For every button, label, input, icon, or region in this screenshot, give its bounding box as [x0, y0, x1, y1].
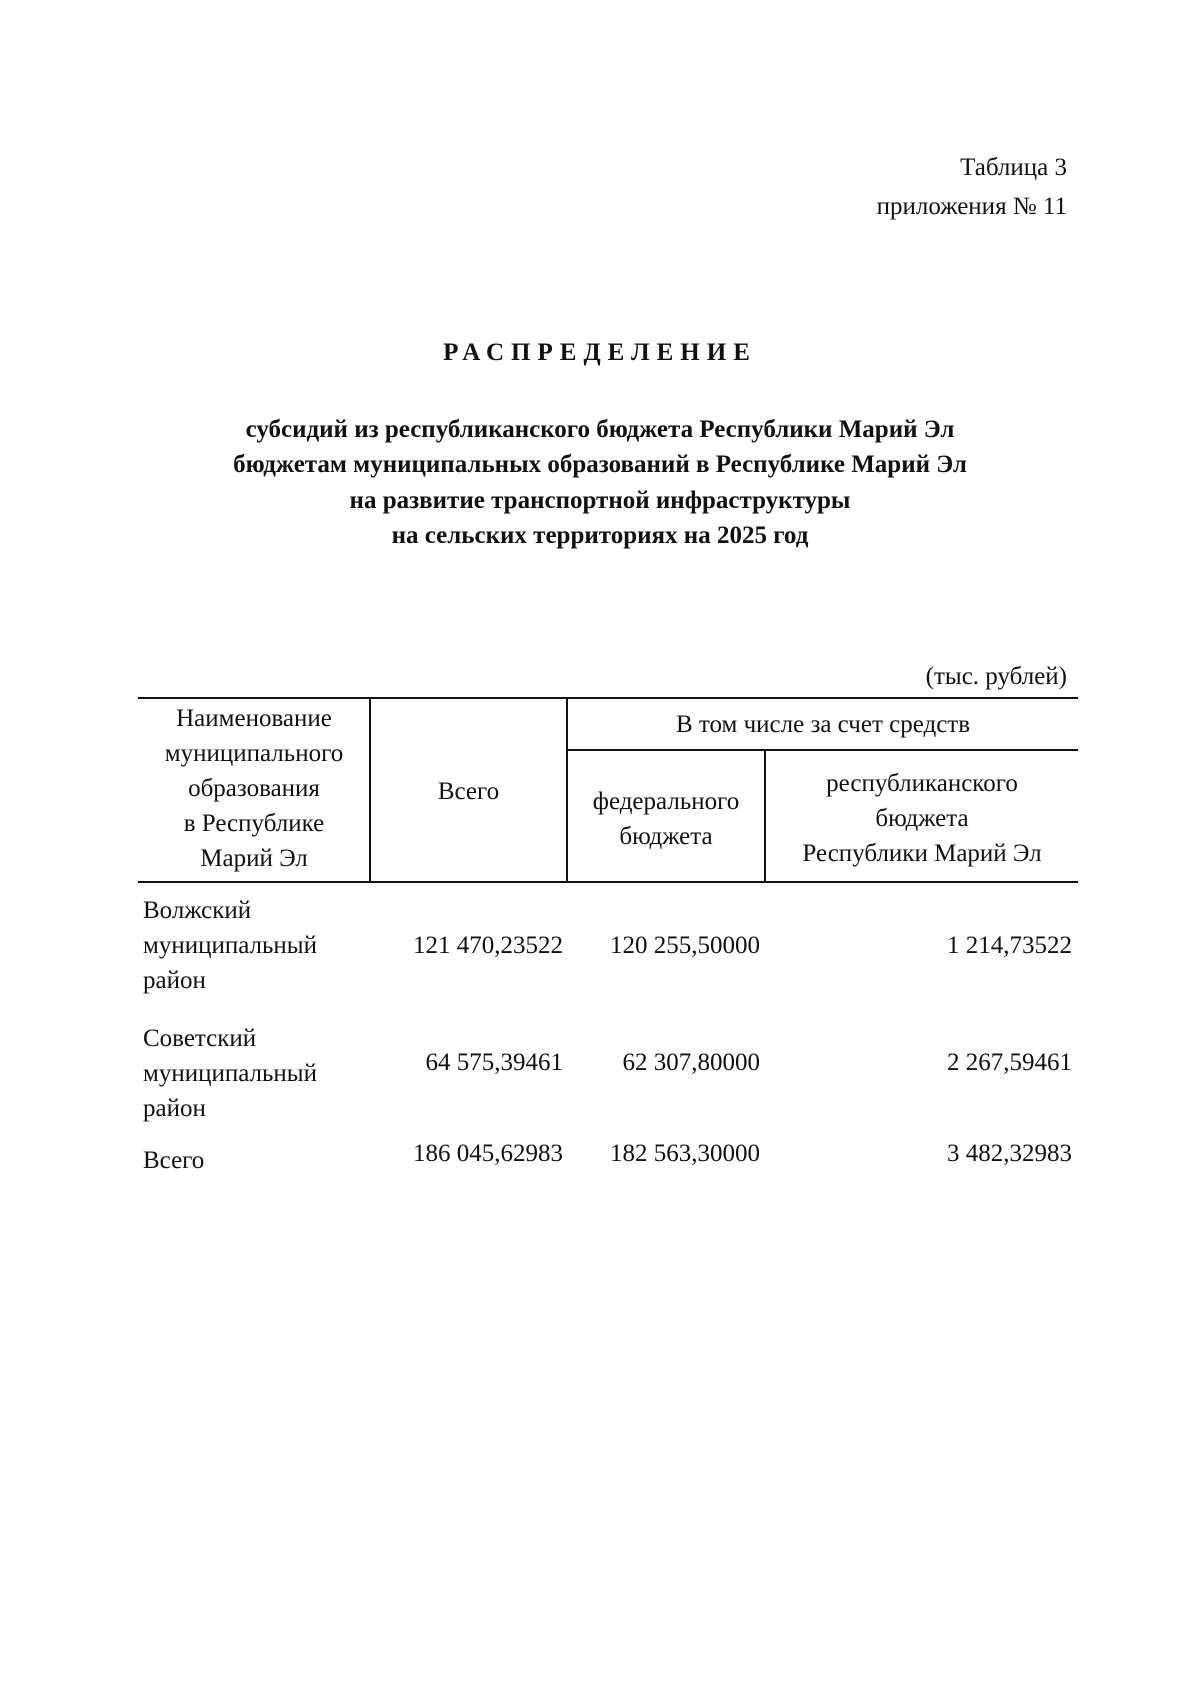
header-name-line: Наименование: [176, 705, 332, 732]
header-name-line: муниципального: [164, 740, 344, 767]
row-total: 186 045,62983: [413, 1140, 563, 1167]
row-name-line: Волжский: [143, 897, 252, 924]
header-subdivider: [567, 749, 1078, 751]
row-name-line: район: [143, 967, 206, 994]
header-total: Всего: [437, 778, 500, 805]
header-name-line: Марий Эл: [200, 845, 308, 872]
header-republic-line: Республики Марий Эл: [802, 840, 1042, 867]
row-name-line: Всего: [143, 1147, 205, 1174]
row-republic: 2 267,59461: [947, 1049, 1072, 1076]
header-federal-line: бюджета: [619, 823, 713, 850]
row-name-line: муниципальный: [143, 1060, 317, 1087]
header-republic-line: бюджета: [875, 805, 969, 832]
unit-label: (тыс. рублей): [925, 663, 1067, 690]
row-total: 64 575,39461: [425, 1049, 563, 1076]
header-republic-line: республиканского: [826, 770, 1018, 797]
row-federal: 182 563,30000: [610, 1140, 760, 1167]
subtitle-line: на сельских территориях на 2025 год: [391, 522, 809, 549]
row-federal: 62 307,80000: [622, 1049, 760, 1076]
subtitle-line: субсидий из республиканского бюджета Республики Марий Эл: [245, 416, 955, 443]
row-name-line: район: [143, 1095, 206, 1122]
row-republic: 3 482,32983: [947, 1140, 1072, 1167]
header-bottom-border: [138, 881, 1078, 883]
table-top-border: [138, 697, 1078, 699]
row-federal: 120 255,50000: [610, 932, 760, 959]
row-name-line: муниципальный: [143, 932, 317, 959]
document-title: РАСПРЕДЕЛЕНИЕ: [443, 339, 757, 366]
subtitle-line: на развитие транспортной инфраструктуры: [349, 487, 851, 514]
row-total: 121 470,23522: [413, 932, 563, 959]
row-republic: 1 214,73522: [947, 932, 1072, 959]
subtitle-line: бюджетам муниципальных образований в Республике Марий Эл: [233, 451, 967, 478]
header-federal-line: федерального: [592, 788, 740, 815]
header-including: В том числе за счет средств: [675, 711, 971, 738]
header-name-line: в Республике: [183, 810, 325, 837]
table-reference: Таблица 3: [960, 154, 1067, 181]
header-name-line: образования: [188, 775, 320, 802]
appendix-reference: приложения № 11: [876, 193, 1067, 220]
row-name-line: Советский: [143, 1025, 257, 1052]
